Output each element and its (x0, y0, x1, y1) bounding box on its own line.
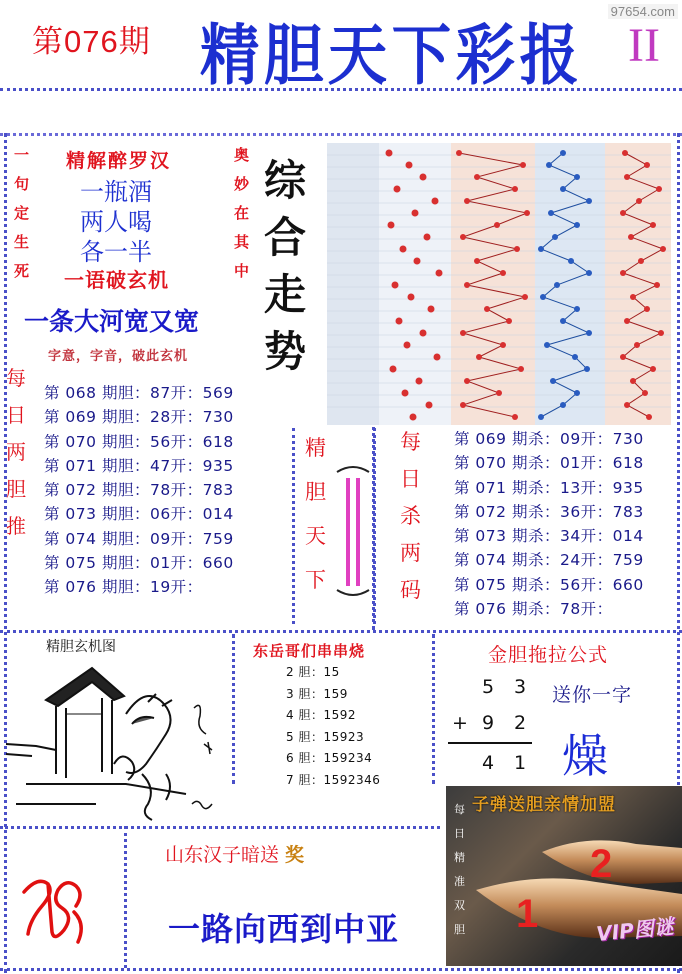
row-value: 87开：569 (149, 384, 234, 402)
watermark: 97654.com (608, 4, 678, 19)
poem-left-char: 句 (14, 175, 30, 193)
trend-label-char: 综 (264, 156, 307, 205)
divider-middle (0, 630, 682, 633)
poem-left-char: 定 (14, 204, 30, 222)
poem-title: 精解醉罗汉 (66, 150, 172, 172)
list-item (454, 451, 644, 475)
daily-kill-char: 码 (400, 578, 421, 602)
formula-digit: 3 (513, 676, 527, 698)
list-item (44, 430, 234, 454)
row-label: 4 胆： (286, 708, 324, 722)
bullet-ad-char: 精 (454, 851, 465, 864)
pink-bar-right (356, 478, 360, 586)
trend-bg-col3 (535, 143, 605, 425)
poem-right-vertical (234, 148, 249, 293)
row-label: 第 073 期胆： (44, 505, 150, 524)
daily-kill-vertical (400, 432, 421, 617)
divider-footer-top (0, 826, 440, 829)
center-vertical (305, 438, 326, 614)
row-label: 第 070 期胆： (44, 432, 150, 451)
handwritten-signature (18, 872, 92, 948)
divider-top (0, 133, 682, 136)
list-item (286, 770, 380, 792)
bullet-ad-banner: 子弹送胆亲情加盟 (472, 795, 616, 815)
divider-header (0, 88, 682, 91)
divider-bottom (0, 968, 682, 971)
list-item (44, 527, 234, 551)
formula-plus: + (452, 712, 468, 734)
sender-text: 山东汉子暗送 (165, 844, 280, 866)
divider-chuanshao-left (232, 634, 235, 784)
poem-left-vertical (14, 148, 29, 293)
bullet-number-1: 1 (516, 892, 539, 936)
row-value: 28开：730 (149, 408, 234, 427)
row-value: 56开：660 (559, 575, 644, 594)
row-label: 6 胆： (286, 751, 324, 765)
poem-line: 各一半 (80, 238, 152, 266)
formula-digit: 4 (481, 752, 495, 774)
riddle-hint: 字意，字音，破此玄机 (48, 349, 189, 364)
row-value: 01开：618 (559, 454, 644, 473)
daily-dan-vertical (6, 368, 26, 553)
bullet-number-2: 2 (590, 842, 613, 886)
trend-label (264, 156, 307, 388)
trend-label-char: 合 (264, 213, 307, 262)
bullet-ad-char: 双 (454, 899, 465, 912)
formula-sum-line (448, 742, 532, 744)
daily-dan-char: 每 (6, 366, 26, 390)
row-value: 15 (323, 665, 340, 679)
row-label: 第 072 期胆： (44, 481, 150, 500)
cartoon-hut (46, 668, 124, 778)
row-label: 第 074 期胆： (44, 529, 150, 548)
bracket-top (337, 467, 369, 472)
formula-digit: 2 (513, 712, 527, 734)
row-label: 第 073 期杀： (454, 527, 560, 546)
trend-chart-image (327, 143, 671, 425)
list-item (44, 575, 234, 599)
bullet-ad (446, 786, 682, 966)
row-label: 第 069 期杀： (454, 430, 560, 448)
poem-right-char: 在 (234, 204, 250, 222)
daily-kill-char: 每 (400, 430, 421, 454)
row-value: 159234 (323, 751, 373, 765)
list-item (286, 727, 380, 749)
row-value: 34开：014 (559, 527, 644, 546)
row-value: 09开：730 (559, 430, 644, 448)
row-value: 01开：660 (149, 554, 234, 573)
row-label: 第 072 期杀： (454, 502, 560, 521)
formula-title: 金胆拖拉公式 (488, 644, 609, 666)
daily-dan-char: 两 (6, 440, 26, 464)
row-value: 06开：014 (149, 505, 234, 524)
list-item (454, 427, 644, 451)
xuanji-title: 精胆玄机图 (46, 639, 116, 655)
center-char: 下 (305, 568, 326, 592)
formula-digit: 1 (513, 752, 527, 774)
formula-result (470, 752, 534, 774)
trend-bg-col1 (379, 143, 451, 425)
list-item (44, 551, 234, 575)
trend-bg-col2 (451, 143, 535, 425)
gift-label: 送你一字 (552, 684, 633, 706)
row-label: 第 069 期胆： (44, 408, 150, 427)
list-item (44, 478, 234, 502)
chuanshao-title: 东岳哥们串串烧 (253, 642, 366, 660)
footer-sender (165, 840, 304, 867)
list-item (454, 524, 644, 548)
cartoon-scribbles (192, 705, 212, 808)
cartoon-creature (114, 694, 172, 820)
divider-footer-left (124, 826, 127, 968)
list-item (286, 662, 380, 684)
daily-kill-char: 杀 (400, 504, 421, 528)
trend-label-char: 走 (264, 270, 307, 319)
daily-dan-char: 日 (6, 403, 26, 427)
row-value: 47开：935 (149, 456, 234, 475)
poem-right-char: 妙 (234, 175, 250, 193)
row-value: 159 (323, 686, 348, 701)
list-item (286, 684, 380, 706)
page-title: 精胆天下彩报 (200, 16, 584, 94)
row-value: 19开： (149, 578, 203, 597)
row-value: 78开：783 (149, 481, 234, 500)
center-char: 精 (305, 436, 326, 460)
chuanshao-list (286, 662, 380, 791)
bullet-ad-char: 每 (454, 803, 465, 816)
list-item (44, 502, 234, 526)
formula-row1 (470, 676, 534, 698)
bullet-ad-char: 胆 (454, 923, 465, 936)
row-value: 24开：759 (559, 551, 644, 570)
poem-line: 一瓶酒 (80, 178, 152, 206)
title-roman-numeral: II (628, 19, 660, 72)
row-label: 2 胆： (286, 665, 324, 679)
row-label: 第 075 期杀： (454, 575, 560, 594)
list-item (286, 705, 380, 727)
poem-subtitle: 一语破玄机 (64, 268, 169, 292)
daily-dan-char: 推 (6, 514, 26, 538)
daily-dan-list (44, 381, 234, 600)
daily-dan-char: 胆 (6, 477, 26, 501)
bullet-ad-vip: VIP图谜 (595, 914, 675, 946)
poem-right-char: 奥 (234, 146, 250, 164)
row-label: 5 胆： (286, 729, 324, 744)
daily-kill-char: 两 (400, 541, 421, 565)
row-value: 09开：759 (149, 529, 234, 548)
row-label: 第 074 期杀： (454, 551, 560, 570)
row-label: 第 068 期胆： (44, 384, 150, 402)
row-value: 15923 (323, 729, 365, 744)
row-value: 1592 (323, 708, 356, 722)
row-label: 3 胆： (286, 686, 324, 701)
bracket-bottom (337, 590, 369, 595)
poem-left-char: 生 (14, 233, 30, 251)
list-item (454, 548, 644, 572)
daily-kill-char: 日 (400, 467, 421, 491)
list-item (454, 597, 644, 621)
poem-right-char: 其 (234, 233, 250, 251)
list-item (44, 454, 234, 478)
list-item (44, 381, 234, 405)
row-value: 13开：935 (559, 478, 644, 497)
gift-char: 燥 (562, 729, 608, 783)
row-value: 36开：783 (559, 502, 644, 521)
xuanji-cartoon-image (6, 654, 228, 826)
row-value: 78开： (559, 600, 613, 619)
riddle-line: 一条大河宽又宽 (24, 307, 200, 336)
divider-vertical-left (4, 133, 7, 973)
formula-digit: 5 (481, 676, 495, 698)
daily-kill-list (454, 427, 644, 621)
poem-left-char: 死 (14, 262, 30, 280)
list-item (44, 405, 234, 429)
bullet-ad-char: 准 (454, 875, 465, 888)
bullet-ad-vertical (454, 804, 465, 948)
row-label: 第 076 期胆： (44, 578, 150, 597)
cartoon-ground (6, 744, 186, 804)
prize-text: 奖 (285, 844, 305, 866)
poem-left-char: 一 (14, 146, 30, 164)
trend-bg-col4 (605, 143, 671, 425)
center-char: 天 (305, 524, 326, 548)
row-label: 7 胆： (286, 772, 324, 787)
divider-chuanshao-right (432, 634, 435, 784)
list-item (454, 476, 644, 500)
signature-stroke (24, 881, 81, 942)
bullet-ad-char: 日 (454, 827, 465, 840)
center-char: 胆 (305, 480, 326, 504)
center-decoration (335, 462, 371, 600)
row-label: 第 076 期杀： (454, 600, 560, 619)
row-value: 1592346 (323, 772, 381, 787)
trend-label-char: 势 (264, 327, 307, 376)
poem-line: 两人喝 (80, 208, 152, 236)
list-item (454, 500, 644, 524)
formula-row2 (450, 712, 534, 734)
pink-bar-left (346, 478, 350, 586)
formula-digit: 9 (481, 712, 495, 734)
poem-right-char: 中 (234, 262, 250, 280)
row-label: 第 071 期胆： (44, 456, 150, 475)
row-label: 第 070 期杀： (454, 454, 560, 473)
list-item (454, 573, 644, 597)
row-label: 第 071 期杀： (454, 478, 560, 497)
trend-bg-left (327, 143, 379, 425)
list-item (286, 748, 380, 770)
row-value: 56开：618 (149, 432, 234, 451)
issue-number: 第076期 (32, 24, 151, 59)
row-label: 第 075 期胆： (44, 554, 150, 573)
footer-slogan: 一路向西到中亚 (168, 910, 400, 948)
